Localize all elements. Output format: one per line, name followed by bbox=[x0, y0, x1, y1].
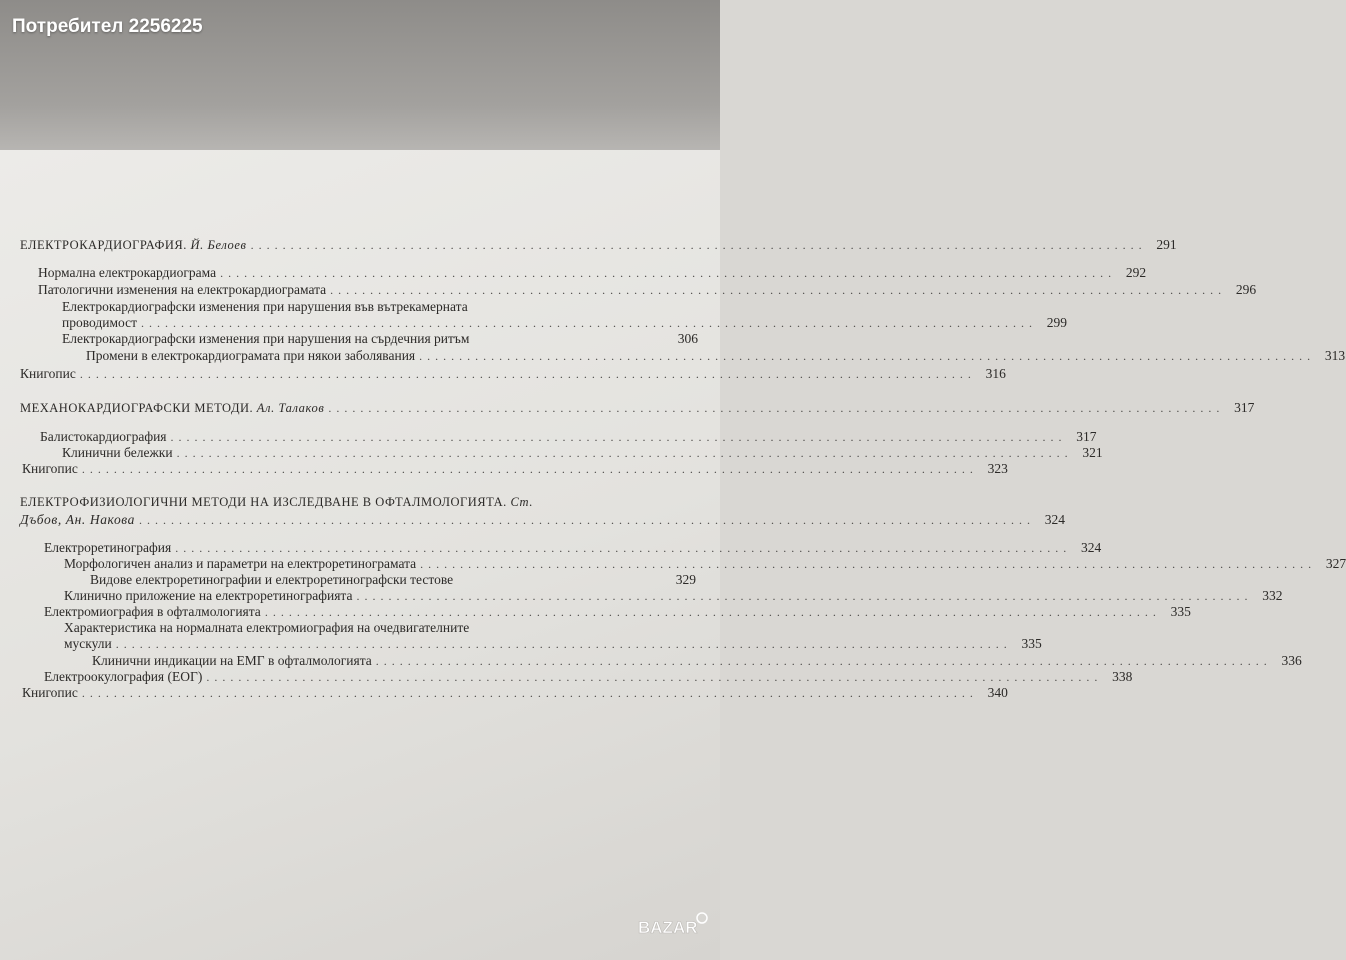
toc-entry: Електрокардиографски изменения при нарушения на сърдечния ритъм 306 bbox=[62, 331, 698, 346]
toc-page-number: 324 bbox=[1044, 512, 1066, 527]
bazar-logo-mark bbox=[697, 913, 707, 923]
toc-page-number: 296 bbox=[1235, 282, 1257, 297]
toc-entry: Електроокулография (ЕОГ) ................................................................................................................ 338 bbox=[44, 669, 1133, 684]
toc-page-number: 335 bbox=[1170, 604, 1191, 619]
toc-page-number: 332 bbox=[1262, 588, 1283, 603]
toc-entry-line: Характеристика на нормалната електромиография на очедвигателните bbox=[64, 620, 470, 635]
toc-author: Дъбов, Ан. Накова bbox=[20, 512, 136, 527]
toc-bibliography: Книгопис ................................................................................................................ 323 bbox=[22, 461, 1008, 476]
toc-section-title: МЕХАНОКАРДИОГРАФСКИ МЕТОДИ. Ал. Талаков ................................................................................................................ 317 bbox=[20, 400, 1255, 415]
toc-section-title-cont: Дъбов, Ан. Накова ................................................................................................................ 324 bbox=[20, 512, 1066, 527]
toc-entry: мускули ................................................................................................................ 335 bbox=[64, 636, 1042, 651]
toc-page-number: 313 bbox=[1324, 348, 1346, 363]
toc-entry: Промени в електрокардиограмата при някои заболявания ................................................................................................................ 313 bbox=[86, 348, 1346, 363]
toc-page-number: 316 bbox=[985, 366, 1006, 381]
toc-entry: Патологични изменения на електрокардиограмата ................................................................................................................ 296 bbox=[38, 282, 1257, 297]
toc-section-title: ЕЛЕКТРОКАРДИОГРАФИЯ. Й. Белоев ................................................................................................................ 291 bbox=[20, 237, 1177, 252]
toc-page-number: 299 bbox=[1046, 315, 1067, 330]
toc-entry: Клинични бележки ................................................................................................................ 321 bbox=[62, 445, 1103, 460]
toc-entry: Морфологичен анализ и параметри на електроретинограмата ................................................................................................................ 327 bbox=[64, 556, 1346, 571]
toc-page-number: 335 bbox=[1021, 636, 1042, 651]
toc-page-number: 292 bbox=[1125, 265, 1147, 280]
toc-entry: Електроретинография ................................................................................................................ 324 bbox=[44, 540, 1102, 555]
user-watermark: Потребител 2256225 bbox=[12, 16, 203, 37]
toc-section-title: ЕЛЕКТРОФИЗИОЛОГИЧНИ МЕТОДИ НА ИЗСЛЕДВАНЕ В ОФТАЛМОЛОГИЯТА. Ст. bbox=[20, 495, 534, 509]
toc-page-number: 340 bbox=[987, 685, 1008, 700]
toc-page-number: 327 bbox=[1325, 556, 1346, 571]
toc-page-number: 336 bbox=[1281, 653, 1302, 668]
bazar-logo-text: BAZAR bbox=[638, 918, 698, 937]
toc-entry: проводимост ................................................................................................................ 299 bbox=[62, 315, 1067, 330]
toc-author: Ал. Талаков bbox=[256, 401, 325, 415]
toc-entry: Видове електроретинографии и електроретинографски тестове 329 bbox=[90, 572, 696, 587]
toc-entry: Клинични индикации на ЕМГ в офталмологията ................................................................................................................ 336 bbox=[92, 653, 1302, 668]
toc-page-number: 324 bbox=[1080, 540, 1102, 555]
toc-page-number: 306 bbox=[677, 331, 698, 346]
toc-entry: Нормална електрокардиограма ................................................................................................................ 292 bbox=[38, 265, 1147, 280]
toc-page-number: 317 bbox=[1076, 429, 1097, 444]
toc-entry: Електромиография в офталмологията ................................................................................................................ 335 bbox=[44, 604, 1191, 619]
toc-bibliography: Книгопис ................................................................................................................ 340 bbox=[22, 685, 1008, 700]
toc-page-number: 317 bbox=[1234, 400, 1255, 415]
toc-author: Ст. bbox=[510, 495, 534, 509]
toc-page-number: 291 bbox=[1156, 237, 1177, 252]
toc-page-number: 321 bbox=[1082, 445, 1103, 460]
toc-entry: Клинично приложение на електроретинографията ................................................................................................................ 332 bbox=[64, 588, 1283, 603]
bazar-logo bbox=[636, 912, 710, 942]
toc-page-number: 338 bbox=[1112, 669, 1133, 684]
toc-bibliography: Книгопис ................................................................................................................ 316 bbox=[20, 366, 1006, 381]
toc-page-number: 323 bbox=[987, 461, 1008, 476]
toc-entry: Балистокардиография ................................................................................................................ 317 bbox=[40, 429, 1097, 444]
toc-page-number: 329 bbox=[675, 572, 696, 587]
toc-author: Й. Белоев bbox=[190, 238, 247, 252]
toc-entry-line: Електрокардиографски изменения при нарушения във вътрекамерната bbox=[62, 299, 468, 314]
